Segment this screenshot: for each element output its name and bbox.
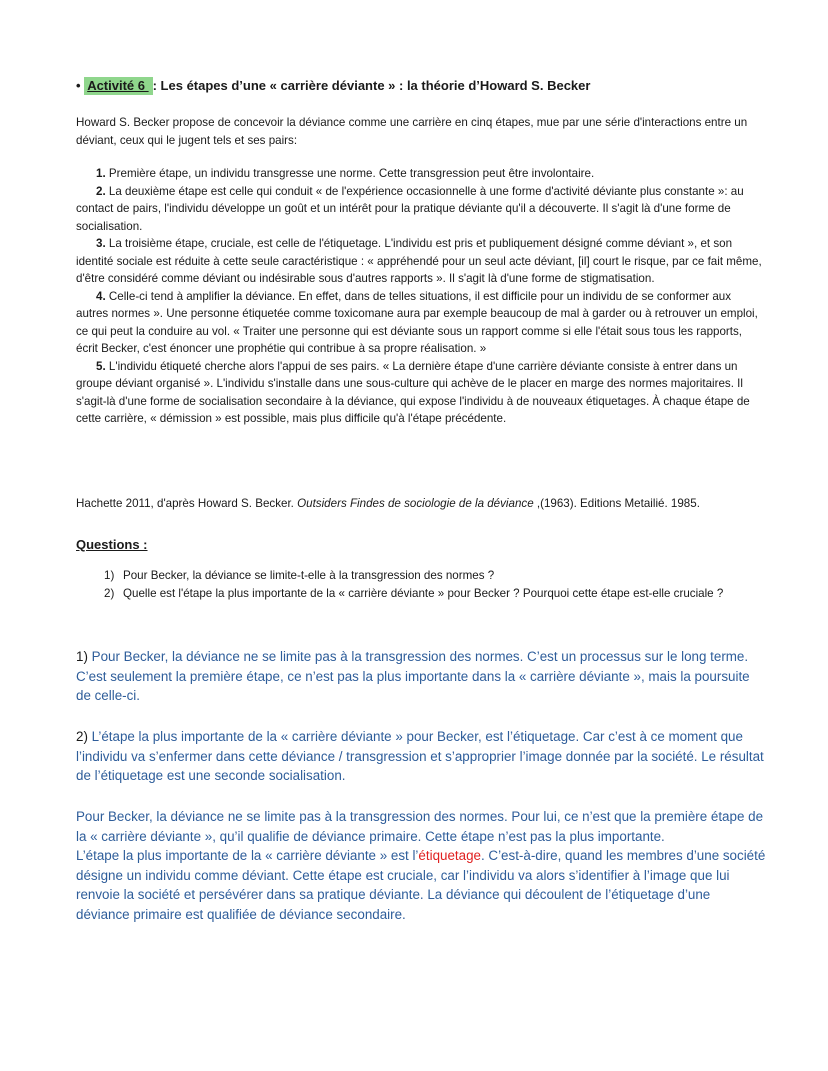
answer-2: 2) L’étape la plus importante de la « carrière déviante » pour Becker, est l’étiquetage. Car c’est à ce moment que l’individu va s’enfermer dans cette déviance / transgression et s’approprier l’image donnée par la société. Le résultat de l’étiquetage est une seconde socialisation. bbox=[76, 729, 764, 784]
answer-3-paragraph-1: Pour Becker, la déviance ne se limite pas à la transgression des normes. Pour lui, ce n’est que la première étape de la « carrière déviante », qu’il qualifie de déviance primaire. Cette étape n’est pas la plus importante. bbox=[76, 809, 764, 844]
step-item: 1. Première étape, un individu transgresse une norme. Cette transgression peut être involontaire. bbox=[96, 167, 595, 180]
keyword-etiquetage: étiquetage bbox=[418, 848, 481, 864]
questions-heading: Questions : bbox=[76, 537, 148, 552]
step-item: 4. Celle-ci tend à amplifier la déviance. En effet, dans de telles situations, il est difficile pour un individu de se conformer aux autres normes ». Une personne étiquetée comme toxicomane aura par exemple beaucoup de mal à garder ou à retrouver un emploi, ce qui peut la conduire au vol. « Traiter une personne qui est déviante sous un rapport comme si elle l'était sous tous les rapports, écrit Becker, c'est énoncer une prophétie qui contribue à sa propre réalisation. » bbox=[76, 289, 758, 355]
activity-badge: Activité 6 bbox=[84, 77, 152, 95]
step-item: 5. L'individu étiqueté cherche alors l'appui de ses pairs. « La dernière étape d'une carrière déviante consiste à entrer dans un groupe déviant organisé ». L'individu s'installe dans une sous-culture qui achève de le placer en marge des normes majoritaires. Il s'agit-là d'une forme de socialisation secondaire à la déviance, qui expose l'individu à de nouveaux étiquetages. À chaque étape de cette carrière, « démission » est possible, mais plus difficile qu'à l'étape précédente. bbox=[76, 359, 750, 425]
activity-heading: : Les étapes d’une « carrière déviante » : la théorie d’Howard S. Becker bbox=[152, 78, 591, 93]
source-citation: Hachette 2011, d'après Howard S. Becker. Outsiders Findes de sociologie de la déviance ,(1963). Editions Metailié. 1985. bbox=[76, 497, 700, 510]
answer-3 bbox=[76, 807, 766, 925]
intro-paragraph: Howard S. Becker propose de concevoir la déviance comme une carrière en cinq étapes, mue par une série d'interactions entre un déviant, ceux qui le jugent tels et ses pairs: bbox=[76, 116, 748, 147]
book-title: Outsiders Findes de sociologie de la déviance bbox=[297, 497, 534, 510]
activity-title bbox=[76, 78, 590, 93]
bullet: • bbox=[76, 78, 81, 93]
step-item: 2. La deuxième étape est celle qui conduit « de l'expérience occasionnelle à une forme d'activité déviante plus constante »: au contact de pairs, l'individu développe un goût et un intérêt pour la pratique déviante qu'il a découverte. Il s'agit là d'une forme de socialisation. bbox=[76, 184, 744, 233]
question-item: 2) Quelle est l'étape la plus importante de la « carrière déviante » pour Becker ? Pourquoi cette étape est-elle cruciale ? bbox=[104, 586, 724, 600]
answer-3-paragraph-2: L’étape la plus importante de la « carrière déviante » est l’étiquetage. C’est-à-dire, quand les membres d’une société désigne un individu comme déviant. Cette étape est cruciale, car l’individu va alors s’identifier à l’image que lui renvoie la société et persévérer dans sa pratique déviante. La déviance qui découlent de l’étiquetage d’une déviance primaire est qualifiée de déviance secondaire. bbox=[76, 848, 766, 922]
answer-1: 1) Pour Becker, la déviance ne se limite pas à la transgression des normes. C’est un processus sur le long terme. C’est seulement la première étape, ce n’est pas la plus importante dans la « carrière déviante », mais la poursuite de celle-ci. bbox=[76, 649, 750, 704]
question-item: 1) Pour Becker, la déviance se limite-t-elle à la transgression des normes ? bbox=[104, 569, 495, 582]
step-item: 3. La troisième étape, cruciale, est celle de l'étiquetage. L'individu est pris et publiquement désigné comme déviant », et son identité sociale est réduite à cette seule caractéristique : « appréhendé pour un seul acte déviant, [il] court le risque, par ce fait même, d'être considéré comme déviant ou indésirable sous d'autres rapports ». Il s'agit là d'une forme de stigmatisation. bbox=[76, 237, 762, 285]
steps-list bbox=[76, 165, 766, 428]
questions-list bbox=[104, 567, 754, 602]
